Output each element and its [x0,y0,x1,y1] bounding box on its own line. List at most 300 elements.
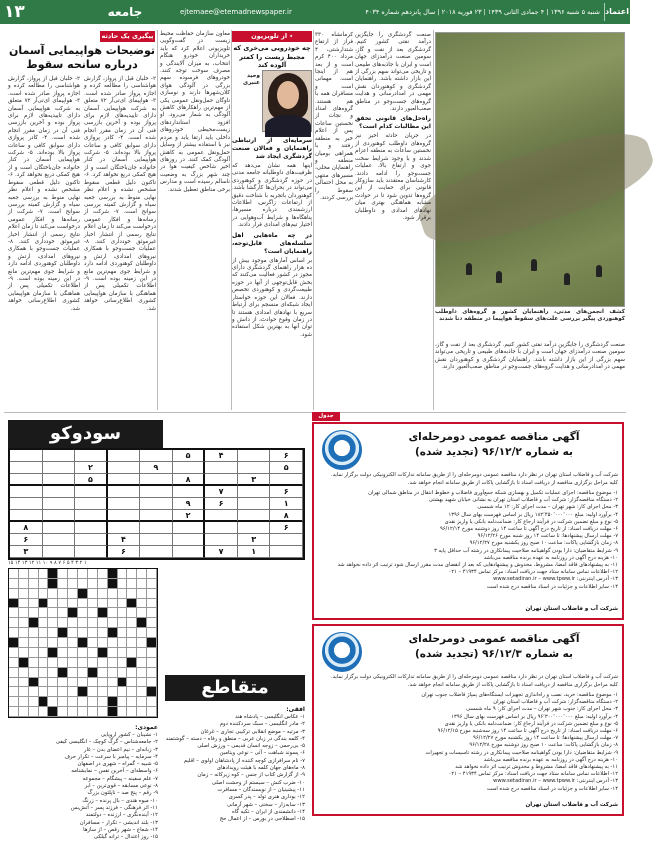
sudoku-cell [10,510,43,522]
crossword-cell [19,658,29,668]
crossword-cell [108,638,118,648]
crossword-cell [147,618,157,628]
crossword-cell [127,687,137,697]
crossword-across-clue: ۲- مادر انگلیسی – سبک سردکننده دوم [219,721,305,728]
crossword-cell [68,697,78,707]
crossword-cell [39,608,49,618]
crossword-cell [127,658,137,668]
crossword-cell [147,697,157,707]
crossword-cell [9,648,19,658]
crossword-cell [9,608,19,618]
issue-line: شنبه ۵ شنبه ۱۳۹۶ | ۴ جمادی الثانی ۱۴۳۹ | ۲۳ فوریه ۲۰۱۸ | سال پانزدهم شماره ۴۰۳۴ [365,8,600,16]
column-divider [433,30,434,410]
crossword-cell [39,648,49,658]
crossword-cell [137,648,147,658]
sudoku-cell [43,546,76,558]
crossword-cell [118,658,128,668]
crossword-across-clue: ۱- عکاس انگلیسی – پادشاه هند [235,714,305,720]
crossword-cell [108,707,118,717]
sudoku-cell: ۷ [205,546,238,558]
crossword-cell [108,579,118,589]
water-company-logo-icon [322,632,362,672]
crossword-cell [108,589,118,599]
crossword-cell [29,638,39,648]
crossword-cell [147,707,157,717]
sudoku-cell [43,510,76,522]
crossword-cell [29,707,39,717]
crossword-cell [19,579,29,589]
crossword-cell [19,648,29,658]
portrait-shoulders [265,115,311,137]
crossword-cell [39,678,49,688]
tender-items [322,490,618,640]
crossword-cell [68,687,78,697]
sudoku-cell [140,486,173,498]
sudoku-cell: ۶ [108,546,141,558]
left-article-body-2: ۲- خلبان قبل از پرواز، گزارش هواشناسی را مطالعه کرده و اجازه پرواز صادر شده است. ۳- هواپیمای ای‌تی‌آر ۷۲ متعلق به شرکت هواپیمایی آسمان دارای تاییدیه‌های لازم برای پرواز بوده و آخرین بازرسی فنی آن در زمان مقرر انجام شده است. ۴- کادر پروازی دارای سوابق کافی و ساعات پرواز بالا بوده‌اند. ۵- شرکت هواپیمایی آسمان در کنار خانواده جان‌باختگان است و از هیچ کمکی دریغ نخواهد کرد. ۶- تاکنون دلیل قطعی سقوط مشخص نشده و اعلام نظر نهایی منوط به بررسی جعبه سیاه و گزارش کمیته بررسی سوانح است. ۷- شرکت از رسانه‌ها و افکار عمومی درخواست می‌کند تا زمان اعلام نتایج رسمی از انتشار اخبار غیرموثق خودداری کنند. ۸- عملیات جست‌وجو با همکاری نیروهای امدادی، ارتش و داوطلبان کوهنوردی ادامه دارد و شرایط جوی مهم‌ترین مانع در این زمینه بوده است. ۹- اطلاعات تکمیلی پس از هماهنگی با سازمان هواپیمایی کشوری اطلاع‌رسانی خواهد شد. [84,76,156,312]
crossword-cell [29,569,39,579]
tender-item-line: ۱- موضوع مناقصه: اجرای عملیات تکمیل و بهسازی شبکه جمع‌آوری فاضلاب و خطوط انتقال در مناطق شمالی تهران [368,490,618,496]
sudoku-cell [140,510,173,522]
sudoku-cell [173,522,206,534]
crossword-cell [98,589,108,599]
sudoku-cell [270,534,303,546]
sudoku-cell: ۸ [173,474,206,486]
sudoku-cell [140,474,173,486]
sudoku-cell [108,462,141,474]
tender-title: آگهی مناقصه عمومی دومرحله‌ای [408,633,580,645]
sudoku-cell: ۸ [10,522,43,534]
crossword-down-clue: ۳- زبانه‌ای – نیم اعضای بدن – غار [83,746,158,753]
crossword-cell [88,579,98,589]
tender-item-line: ۱۲- اطلاعات تماس سامانه ستاد جهت دریافت اسناد: مرکز تماس ۴۱۹۳۴ – ۰۲۱ [448,771,618,778]
crossword-cell [48,658,58,668]
sudoku-cell [270,546,303,558]
crossword-cell [48,687,58,697]
crossword-cell [118,608,128,618]
crossword-cell [68,628,78,638]
crossword-cell [98,599,108,609]
photo-ridge [411,118,661,259]
crossword-cell [9,579,19,589]
crossword-cell [127,599,137,609]
opinion-body: معاون سازمان حفاظت محیط زیست در گفت‌وگویی تلویزیونی اعلام کرد که باید خریداران خودرو هنگام انتخاب، به میزان آلایندگی و مصرف سوخت توجه کنند. خودروهای فرسوده سهم بزرگی در آلودگی هوای کلان‌شهرها دارند و نوسازی ناوگان حمل‌ونقل عمومی یکی از مهم‌ترین راهکارهای کاهش آلودگی به شمار می‌رود. او افزود استانداردهای زیست‌محیطی خودروهای داخلی باید ارتقا یابد و مردم نیز با استفاده بیشتر از وسایل حمل‌ونقل عمومی به کاهش آلودگی کمک کنند. در روزهای اخیر شاخص کیفیت هوا در چند شهر بزرگ به وضعیت ناسالم رسیده است و مدارس برخی مناطق تعطیل شدند. [160,31,230,193]
sudoku-cell [43,450,76,462]
sudoku-cell [238,462,271,474]
crossword-down-clue: ۴- سرمایه – پیامبر با سرعت – تکرار حرف [64,753,158,760]
crossword-cell [147,608,157,618]
crossword-cell [19,638,29,648]
sudoku-cell [75,510,108,522]
sudoku-cell [43,534,76,546]
sudoku-cell [43,474,76,486]
crossword-cell [9,697,19,707]
crossword-cell [29,589,39,599]
sudoku-cell [75,498,108,510]
crossword-cell [19,618,29,628]
crossword-across-clue: ۶- پسوند شباهت – آئی – نوعی ویتامین [219,750,305,757]
sudoku-cell: ۴ [205,450,238,462]
portrait-face [277,81,299,109]
tender-item-line: ۳- محل اجرای کار: جنوب شهر تهران – مدت اجرای کار: ۹ ماه شمسی [466,706,618,713]
sudoku-cell [10,486,43,498]
tender-badge: جدول [312,412,340,421]
crossword-cell [127,569,137,579]
crossword-cell [48,668,58,678]
crossword-down-clue: ۱۳- بلند اندیشی – تکرار – مسافران [79,819,158,826]
tender-item-line: ۱۰- هزینه درج آگهی در روزنامه به عهده برنده مناقصه می‌باشد [483,554,618,561]
crossword-down-clue: ۱۵- روز اعتدال – ترانه گیلکی [93,834,158,841]
crossword-cell [147,658,157,668]
crossword-cell [98,687,108,697]
crossword-across-clue: ۹- از گزارش کتاب از جنس – کوه زیرکانه – زمان [197,772,305,779]
crossword-cell [88,589,98,599]
crossword-cell [9,668,19,678]
crossword-cell [39,599,49,609]
crossword-cell [88,608,98,618]
tender-item-line: ۱۱- به پیشنهادهای فاقد امضا، مشروط، مخدوش و پیشنهادهایی که بعد از انقضای مدت مقرر ارسال شود ترتیب اثر داده نخواهد شد [337,562,618,569]
crossword-cell [118,668,128,678]
crossword-cell [68,618,78,628]
crossword-cell [108,697,118,707]
crossword-cell [68,638,78,648]
crossword-cell [137,678,147,688]
sudoku-cell [238,498,271,510]
crossword-cell [98,628,108,638]
sudoku-cell: ۶ [270,486,303,498]
crossword-cell [118,618,128,628]
crossword-cell [137,628,147,638]
sudoku-cell [205,534,238,546]
crossword-cell [58,697,68,707]
sudoku-cell [140,498,173,510]
crossword-cell [58,638,68,648]
water-company-logo-icon [322,430,362,470]
tender-intro: شرکت آب و فاضلاب استان تهران در نظر دارد مناقصه عمومی دومرحله‌ای را از طریق سامانه تدارکات الکترونیکی دولت برگزار نماید. کلیه مراحل برگزاری مناقصه از دریافت اسناد تا بازگشایی پاکات از طریق سامانه انجام خواهد شد. [330,674,618,688]
crossword-cell [98,579,108,589]
crossword-cell [48,589,58,599]
sudoku-cell [108,450,141,462]
crossword-cell [127,648,137,658]
photo-person [496,271,502,283]
crossword-cell [88,678,98,688]
crossword-cell [58,589,68,599]
sudoku-cell [75,450,108,462]
crossword-down-clues [8,722,158,841]
crossword-down-clue: ۱۴- شعاع – شهر رقص – از سازها [83,826,158,833]
crossword-cell [108,687,118,697]
crossword-cell [58,628,68,638]
photo-person [466,263,472,275]
photo-caption: کشف انجمن‌های مدنی، راهنمایان کشور و گروه‌های داوطلب کوهنوردی پیگیر بررسی علت‌های سقوط هواپیما در منطقه دنا شدند [435,309,625,323]
crossword-cell [58,658,68,668]
crossword-cell [118,707,128,717]
crossword-cell [98,648,108,658]
crossword-cell [88,707,98,717]
crossword-cell [147,579,157,589]
crossword-cell [137,579,147,589]
middle-article-crosshead-2: در چه ماه‌هایی اهل سلسله‌های قابل‌توجه، راهنمایان است؟ [232,231,312,255]
crossword-cell [137,589,147,599]
crossword-cell [118,697,128,707]
crossword-cell [147,668,157,678]
sudoku-cell [173,462,206,474]
crossword-down-clue: ۱۲- آینده‌نگری – ارزنده – دولتمند [85,812,158,819]
crossword-cell [48,608,58,618]
crossword-down-clue: ۵- شبیه – گمراه – شهری در اصفهان [77,761,158,768]
crossword-cell [58,599,68,609]
sudoku-cell [173,486,206,498]
tender-item-line: ۴- برآورد اولیه: مبلغ ۹۶٬۳۰۰٬۰۰۰٬۰۰۰ ریال بر اساس فهرست بهای سال ۱۳۹۶ [451,713,618,720]
crossword-column-numbers: ۱۵ ۱۴ ۱۳ ۱۲ ۱۱ ۱۰ ۹ ۸ ۷ ۶ ۵ ۴ ۳ ۲ ۱ [8,560,87,566]
crossword-cell [29,668,39,678]
sudoku-cell [205,522,238,534]
sudoku-cell [75,486,108,498]
crossword-cell [118,628,128,638]
sudoku-cell [238,486,271,498]
crossword-cell [127,668,137,678]
tender-subtitle: به شماره ۹۶/۱۲/۲ (تجدید شده) [415,446,573,458]
crossword-cell [48,707,58,717]
sudoku-cell [173,546,206,558]
crossword-cell [9,687,19,697]
crossword-across-heading: افقی: [286,706,305,713]
crossword-cell [118,569,128,579]
crossword-cell [108,618,118,628]
crossword-cell [98,569,108,579]
crossword-cell [137,569,147,579]
crossword-cell [78,638,88,648]
crossword-cell [147,589,157,599]
crossword-down-clue: ۱۰- میوه هندی – بال پرنده – زرنگ [82,797,158,804]
sudoku-cell [173,534,206,546]
crossword-across-clue: ۳- مرتبه – موضع انقلابی ترکیبی تجاری – غرغان [200,728,305,735]
crossword-cell [39,579,49,589]
crossword-down-heading: عمودی: [135,724,158,731]
crossword-cell [68,668,78,678]
crossword-cell [39,618,49,628]
crossword-cell [48,638,58,648]
crossword-cell [19,707,29,717]
crossword-cell [29,599,39,609]
crossword-cell [127,678,137,688]
crossword-cell [137,599,147,609]
middle-article-column-b: سرمایه‌ای از ارتباطی راهنمایان و فعالان صنعت گردشگری ایجاد شد اینها همه نشان می‌دهد که ظرفیت‌های داوطلبانه جامعه مدنی در حوزه گردشگری و کوهنوردی می‌تواند در بحران‌ها کارگشا باشد. کوهنوردان باتجربه با شناخت دقیق از ارتفاعات زاگرس، اطلاعات ارزشمندی درباره مسیرها، پناهگاه‌ها و شرایط آب‌وهوایی در اختیار تیم‌های امدادی قرار دادند. در چه ماه‌هایی اهل سلسله‌های قابل‌توجه، راهنمایان است؟ بر اساس آمارهای موجود بیش از ده هزار راهنمای گردشگری دارای مجوز در کشور فعالیت می‌کنند که بخش قابل‌توجهی از آنها در حوزه طبیعت‌گردی و کوهنوردی تخصص دارند. فعالان این حوزه خواستار ایجاد شبکه‌ای منسجم برای ارتباط سریع با نهادهای امدادی هستند تا در زمان وقوع حوادث، از دانش و توان آنها به بهترین شکل استفاده شود. [232,137,312,338]
tender-footer: شرکت آب و فاضلاب استان تهران [525,606,618,612]
crossword-cell [78,687,88,697]
crossword-cell [127,638,137,648]
tender-item-line: ۹- شرایط متقاضیان: دارا بودن گواهینامه صلاحیت پیمانکاری در رشته آب حداقل پایه ۳ [434,547,618,554]
crossword-cell [108,608,118,618]
crossword-cell [39,697,49,707]
crossword-across-clue: ۵- بی‌رحمی – زوجه انسان قدیمی – ورزش اصلی [197,743,305,750]
tender-item-line: ۶- مهلت دریافت اسناد: از تاریخ درج آگهی تا ساعت ۱۴ روز دوشنبه مورخ ۹۶/۱۲/۱۴ [439,526,618,533]
crossword-cell [147,599,157,609]
crossword-cell [118,638,128,648]
crossword-down-clue: ۷- علم سفینه – پیشگام – مجموعه [82,775,158,782]
crossword-cell [78,668,88,678]
crossword-cell [98,678,108,688]
tender-item-line: ۱- موضوع مناقصه: خرید، نصب و راه‌اندازی تجهیزات ایستگاه‌های پمپاژ فاضلاب جنوب تهران [421,692,618,698]
crossword-cell [68,648,78,658]
crossword-cell [9,658,19,668]
crossword-cell [88,638,98,648]
crossword-cell [19,687,29,697]
sudoku-cell: ۹ [140,462,173,474]
crossword-cell [29,608,39,618]
sudoku-cell: ۶ [205,498,238,510]
sudoku-cell: ۹ [173,498,206,510]
crossword-cell [29,658,39,668]
sudoku-cell [75,534,108,546]
sudoku-cell [140,546,173,558]
crossword-across-clues [165,704,305,823]
crossword-cell [147,648,157,658]
crossword-cell [137,697,147,707]
crossword-cell [9,569,19,579]
crossword-across-clue: ۱۴- دانشمندی از ایران – تکیه گاه [232,808,305,815]
crossword-across-clue: ۴- کلمه بندگی در زبان عربی – منطق و رفاه – دسته – گوشتمند [165,735,305,742]
crossword-cell [19,668,29,678]
sudoku-cell [43,498,76,510]
section-email[interactable]: ejtemaee@etemadnewspaper.ir [180,8,292,16]
crossword-cell [137,638,147,648]
tender-intro: شرکت آب و فاضلاب استان تهران در نظر دارد مناقصه عمومی دومرحله‌ای را از طریق سامانه تدارکات الکترونیکی دولت برگزار نماید. کلیه مراحل برگزاری مناقصه از دریافت اسناد تا بازگشایی پاکات از طریق سامانه انجام خواهد شد. [330,472,618,486]
crossword-cell [9,599,19,609]
crossword-cell [68,678,78,688]
crossword-cell [19,628,29,638]
crossword-cell [19,678,29,688]
crossword-cell [29,579,39,589]
rescue-photo [435,32,625,307]
tender-title: آگهی مناقصه عمومی دومرحله‌ای [408,431,580,443]
crossword-down-clue: ۸- نوعی مسابقه – قوی‌ترین – ابر [84,783,158,790]
sudoku-cell [205,474,238,486]
right-article-body: صنعت گردشگری را جایگزین درآمد نفتی کشور کنیم. گردشگری بعد از نفت و گاز، سومین صنعت درآمدزای جهان است و ایران با جاذبه‌های طبیعی و تاریخی می‌تواند سهم بزرگی از این بازار داشته باشد. راهنمایان گردشگری و کوهنوردان نقش مهمی در امدادرسانی و هدایت گروه‌های جست‌وجو در مناطق صعب‌العبور دارند. [435,342,625,371]
crossword-cell [39,628,49,638]
crossword-cell [39,589,49,599]
crossword-title: متقاطع [165,675,305,701]
crossword-cell [78,589,88,599]
crossword-cell [98,668,108,678]
crossword-cell [88,697,98,707]
sudoku-cell: ۳ [238,534,271,546]
page-number: ۱۳ [4,2,25,22]
crossword-cell [137,608,147,618]
crossword-cell [98,697,108,707]
crossword-cell [88,658,98,668]
left-kicker: پیگیری یک حادثه [101,32,154,40]
crossword-cell [9,678,19,688]
crossword-cell [58,569,68,579]
crossword-cell [39,687,49,697]
crossword-cell [58,668,68,678]
crossword-cell [78,569,88,579]
crossword-cell [78,579,88,589]
crossword-cell [88,599,98,609]
crossword-cell [9,638,19,648]
crossword-cell [118,678,128,688]
crossword-down-clue: ۶- واسطه‌ای – آخرین نفس – نمایشنامه [71,768,158,775]
crossword-cell [68,569,78,579]
sudoku-cell [108,486,141,498]
crossword-cell [147,628,157,638]
tender-footer: شرکت آب و فاضلاب استان تهران [525,802,618,808]
crossword-cell [58,687,68,697]
crossword-cell [137,707,147,717]
tender-item-line: ۶- مهلت دریافت اسناد: از تاریخ درج آگهی تا ساعت ۱۴ روز سه‌شنبه مورخ ۹۶/۱۲/۱۵ [437,728,618,735]
crossword-cell [78,648,88,658]
sudoku-cell [140,534,173,546]
sudoku-cell [108,474,141,486]
crossword-cell [68,599,78,609]
crossword-cell [68,589,78,599]
sudoku-cell [140,450,173,462]
crossword-down-clue: ۹- رقم – پنج صد – ناپلئون بزرگ [87,790,158,797]
sudoku-cell [10,462,43,474]
crossword-across-clue: ۱۳- سایه‌زار – سختی – شهر آرمانی [226,801,305,808]
sudoku-cell [10,498,43,510]
crossword-cell [118,579,128,589]
photo-person [531,259,537,271]
crossword-cell [58,678,68,688]
middle-article-crosshead-1: سرمایه‌ای از ارتباطی راهنمایان و فعالان صنعت گردشگری ایجاد شد [232,137,312,160]
crossword-cell [108,628,118,638]
sudoku-cell [108,522,141,534]
crossword-cell [127,707,137,717]
sudoku-cell [43,522,76,534]
tender-item-line: ۱۰- هزینه درج آگهی در روزنامه به عهده برنده مناقصه می‌باشد [483,756,618,763]
crossword-cell [98,707,108,717]
crossword-cell [108,668,118,678]
crossword-across-clue: ۱۲- بوداری هنری تولد – پدر کسری [228,794,305,801]
sudoku-cell: ۴ [108,534,141,546]
crossword-cell [39,658,49,668]
crossword-cell [9,618,19,628]
column-divider [313,30,314,410]
crossword-cell [48,579,58,589]
crossword-across-clue: ۱۵- اصطلاحی در بورس – از اعمال حج [219,816,305,823]
crossword-cell [68,658,78,668]
crossword-cell [9,589,19,599]
middle-article-column: کرمانشاه ۳۳۰ فراز از ارتفاع شتدارشتی، ۴ مرداد ۴۰۰ کرم است و از بعد هم از اینجا است. مهمانی است و مسافران همه با هم هستند. گروه‌های امداد و نجات از نخستین ساعات پس از اعلام خبر به منطقه رفتند و با همراهی بومیان منطقه و راهنمایان محلی، مسیرهای منتهی به محل احتمالی سقوط را بررسی کردند. [315,32,353,201]
crossword-cell [127,608,137,618]
sudoku-cell: ۵ [173,450,206,462]
tender-item-line: ۲- دستگاه مناقصه‌گزار: شرکت آب و فاضلاب استان تهران [493,699,618,706]
sudoku-cell [140,522,173,534]
left-title-1: توضیحات هواپیمایی آسمان [8,44,156,57]
tender-notice-1 [312,422,624,620]
section-title: جامعه [107,5,143,19]
crossword-cell [48,628,58,638]
crossword-cell [88,628,98,638]
tender-item-line: ۱۱- به پیشنهادهای فاقد امضا، مشروط و مخدوش ترتیب اثر داده نخواهد شد [455,764,618,771]
crossword-cell [108,599,118,609]
crossword-cell [19,608,29,618]
sudoku-cell [75,546,108,558]
tender-item-line: ۱۳- آدرس اینترنتی: www.setadiran.ir – www.tpww.ir [493,778,618,785]
crossword-cell [118,687,128,697]
tender-item-line: ۷- مهلت ارسال پیشنهادها: تا ساعت ۱۴ روز یکشنبه مورخ ۹۶/۱۲/۲۷ [473,735,618,742]
crossword-down-clue: ۲- جامعه‌شناس – گرگ کوچک – انگلیسی کیفی [55,739,158,746]
crossword-cell [68,579,78,589]
crossword-cell [88,687,98,697]
crossword-cell [9,707,19,717]
crossword-cell [98,608,108,618]
crossword-cell [39,638,49,648]
tender-item-line: ۳- محل اجرای کار: شهر تهران – مدت اجرای کار: ۱۲ ماه شمسی [477,504,618,511]
crossword-grid [8,568,158,718]
